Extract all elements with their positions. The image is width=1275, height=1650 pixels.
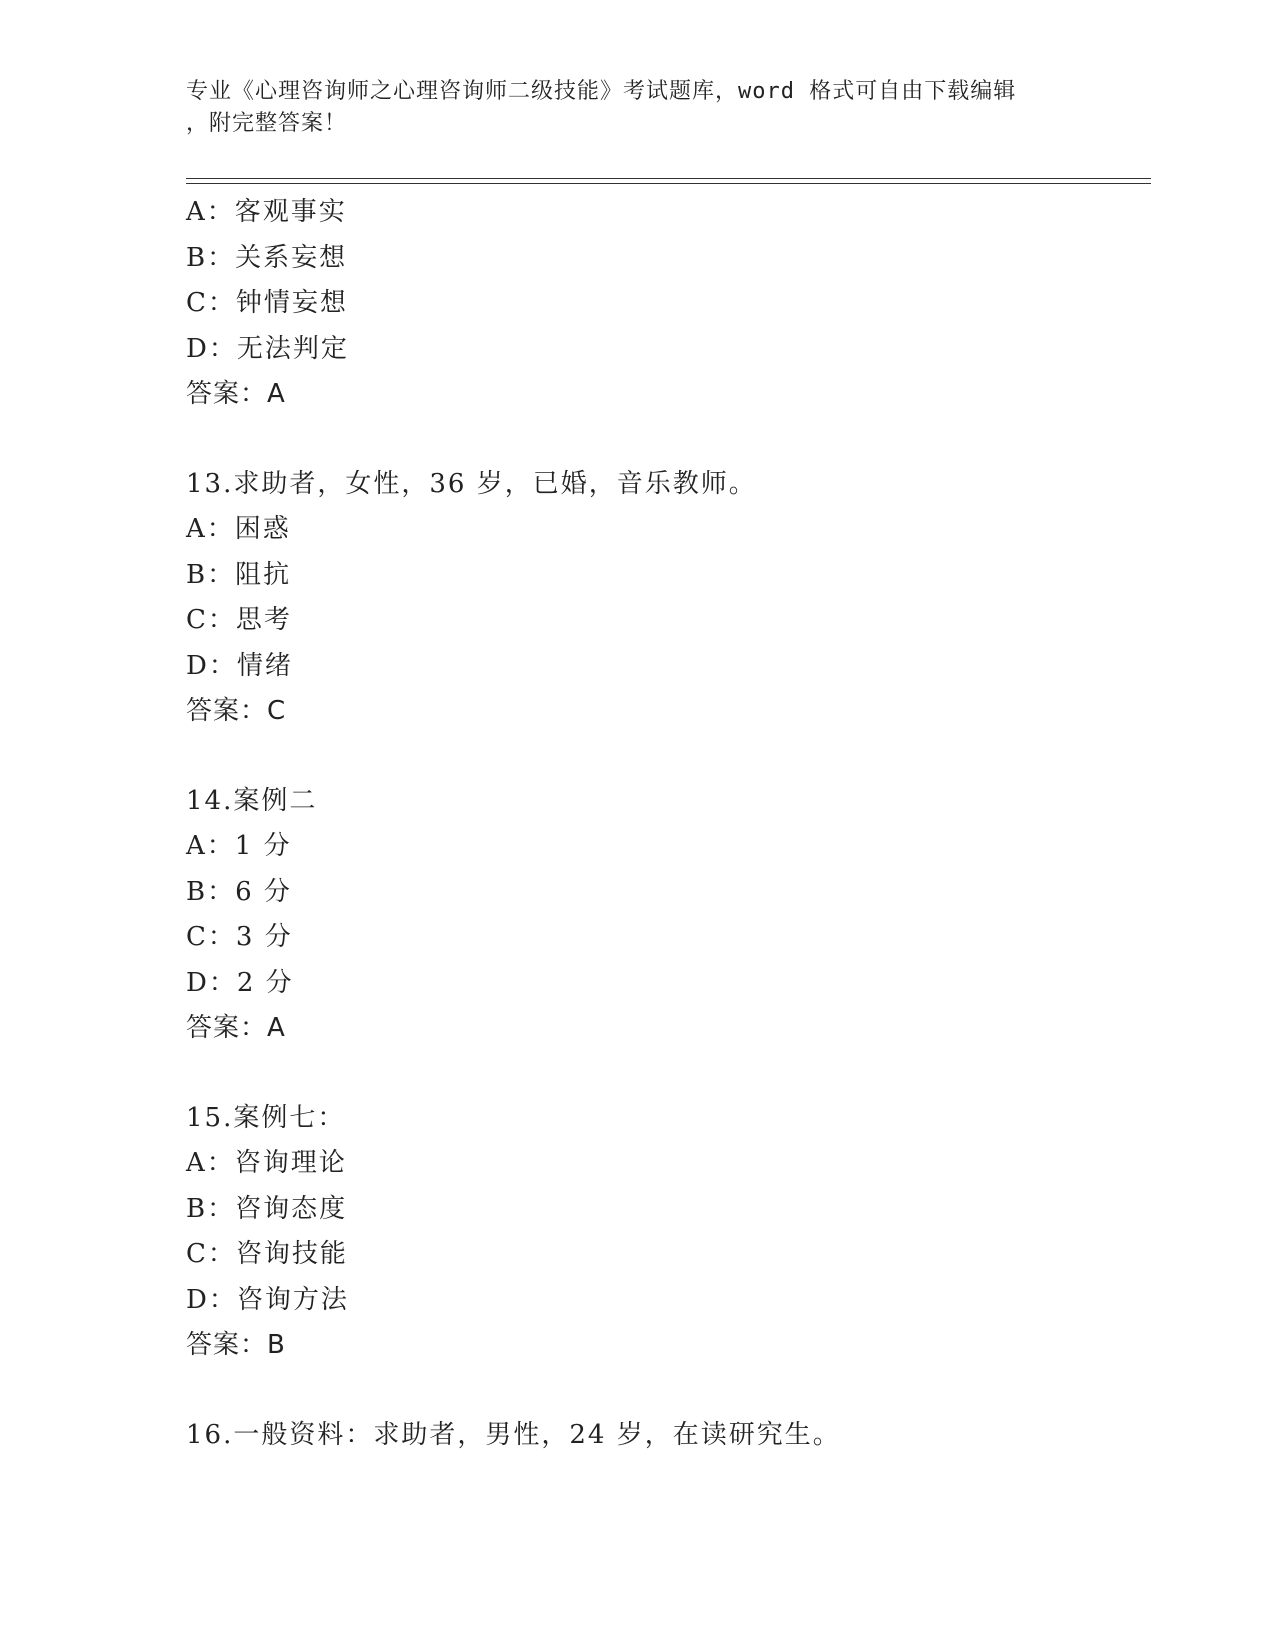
option-d: D：情绪 [186, 650, 293, 681]
question-block [186, 779, 1146, 1052]
question-stem: 14.案例二 [186, 785, 318, 816]
option-b: B：阻抗 [186, 559, 292, 590]
option-a: A：咨询理论 [186, 1148, 347, 1178]
question-stem: 15.案例七： [186, 1102, 346, 1133]
option-d: D：咨询方法 [186, 1284, 349, 1315]
option-b: B：咨询态度 [186, 1193, 348, 1224]
option-c: C：3 分 [186, 922, 293, 952]
option-b: B：6 分 [186, 876, 292, 907]
option-c: C：钟情妄想 [186, 288, 348, 318]
option-a: A：1 分 [186, 831, 292, 861]
header-divider-top [186, 178, 1151, 179]
answer-line: 答案：A [186, 1013, 286, 1043]
document-header [186, 76, 1086, 140]
option-a: A：客观事实 [186, 197, 347, 227]
header-line-1: 专业《心理咨询师之心理咨询师二级技能》考试题库，word 格式可自由下载编辑 [186, 79, 1017, 104]
question-stem: 13.求助者，女性，36 岁，已婚，音乐教师。 [186, 468, 757, 499]
option-d: D：2 分 [186, 967, 294, 998]
header-line-2: ，附完整答案！ [186, 111, 348, 136]
option-c: C：思考 [186, 605, 292, 635]
option-d: D：无法判定 [186, 333, 349, 364]
answer-line: 答案：A [186, 379, 286, 409]
header-divider-bottom [186, 183, 1151, 184]
question-block [186, 1096, 1146, 1369]
option-c: C：咨询技能 [186, 1239, 348, 1269]
question-block [186, 190, 1146, 418]
answer-line: 答案：B [186, 1330, 286, 1360]
option-b: B：关系妄想 [186, 242, 348, 273]
question-block [186, 462, 1146, 735]
question-block [186, 1413, 1146, 1459]
question-stem: 16.一般资料：求助者，男性，24 岁，在读研究生。 [186, 1419, 841, 1450]
question-list [186, 190, 1146, 1458]
option-a: A：困惑 [186, 514, 291, 544]
answer-line: 答案：C [186, 696, 287, 726]
